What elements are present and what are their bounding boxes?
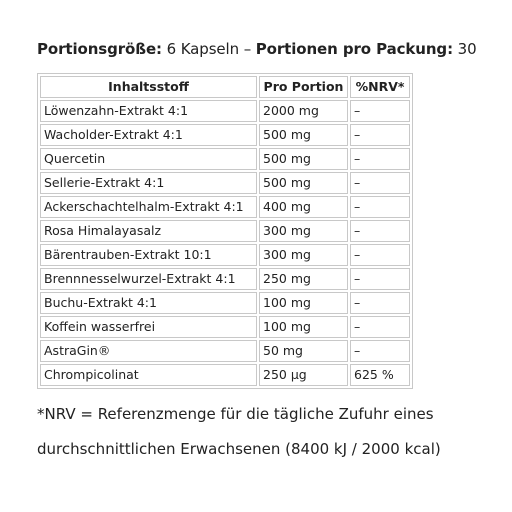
nrv-cell: – — [350, 148, 410, 170]
table-row — [40, 340, 410, 362]
amount-cell: 250 µg — [259, 364, 348, 386]
nrv-cell: – — [350, 220, 410, 242]
table-row — [40, 268, 410, 290]
nrv-cell: – — [350, 340, 410, 362]
amount-cell: 500 mg — [259, 148, 348, 170]
table-row — [40, 196, 410, 218]
ingredient-cell: Koffein wasserfrei — [40, 316, 257, 338]
amount-cell: 2000 mg — [259, 100, 348, 122]
table-row — [40, 316, 410, 338]
footnote-line-1: *NRV = Referenzmenge für die tägliche Zufuhr eines — [37, 405, 434, 423]
ingredient-cell: Chrompicolinat — [40, 364, 257, 386]
amount-cell: 400 mg — [259, 196, 348, 218]
amount-cell: 50 mg — [259, 340, 348, 362]
servings-per-pack-label: Portionen pro Packung: — [255, 40, 453, 58]
table-row — [40, 220, 410, 242]
servings-per-pack-value: 30 — [457, 40, 477, 58]
nrv-cell: – — [350, 244, 410, 266]
nrv-cell: 625 % — [350, 364, 410, 386]
ingredient-cell: Quercetin — [40, 148, 257, 170]
nrv-cell: – — [350, 316, 410, 338]
ingredient-cell: Löwenzahn-Extrakt 4:1 — [40, 100, 257, 122]
nrv-cell: – — [350, 124, 410, 146]
table-header-row — [40, 76, 410, 98]
header-nrv: %NRV* — [350, 76, 410, 98]
table-row — [40, 172, 410, 194]
serving-size-value: 6 Kapseln — [166, 40, 240, 58]
ingredient-cell: Buchu-Extrakt 4:1 — [40, 292, 257, 314]
nrv-cell: – — [350, 172, 410, 194]
serving-info — [37, 40, 477, 58]
amount-cell: 100 mg — [259, 292, 348, 314]
nrv-cell: – — [350, 292, 410, 314]
table-row — [40, 292, 410, 314]
amount-cell: 250 mg — [259, 268, 348, 290]
table-row — [40, 244, 410, 266]
nrv-cell: – — [350, 268, 410, 290]
amount-cell: 300 mg — [259, 244, 348, 266]
header-ingredient: Inhaltsstoff — [40, 76, 257, 98]
nrv-cell: – — [350, 100, 410, 122]
nrv-cell: – — [350, 196, 410, 218]
amount-cell: 500 mg — [259, 172, 348, 194]
ingredient-cell: Bärentrauben-Extrakt 10:1 — [40, 244, 257, 266]
ingredient-cell: Rosa Himalayasalz — [40, 220, 257, 242]
footnote-line-2: durchschnittlichen Erwachsenen (8400 kJ / 2000 kcal) — [37, 440, 441, 458]
amount-cell: 500 mg — [259, 124, 348, 146]
ingredient-cell: Brennnesselwurzel-Extrakt 4:1 — [40, 268, 257, 290]
ingredient-cell: Sellerie-Extrakt 4:1 — [40, 172, 257, 194]
nrv-footnote — [37, 397, 477, 467]
table-row — [40, 124, 410, 146]
ingredient-cell: AstraGin® — [40, 340, 257, 362]
table-row — [40, 100, 410, 122]
table-row — [40, 364, 410, 386]
amount-cell: 300 mg — [259, 220, 348, 242]
table-row — [40, 148, 410, 170]
amount-cell: 100 mg — [259, 316, 348, 338]
nutrition-table — [37, 73, 413, 389]
header-per-serving: Pro Portion — [259, 76, 348, 98]
ingredient-cell: Wacholder-Extrakt 4:1 — [40, 124, 257, 146]
serving-size-label: Portionsgröße: — [37, 40, 162, 58]
serving-separator: – — [243, 40, 252, 58]
ingredient-cell: Ackerschachtelhalm-Extrakt 4:1 — [40, 196, 257, 218]
